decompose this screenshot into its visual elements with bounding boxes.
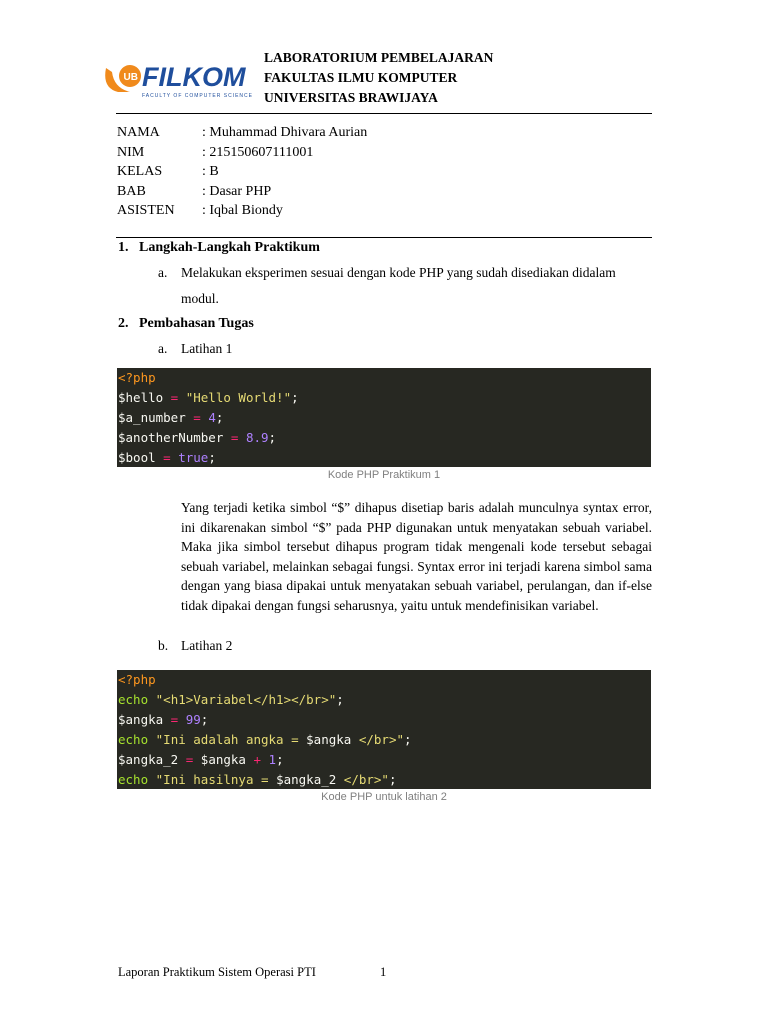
section-title: Langkah-Langkah Praktikum bbox=[139, 240, 320, 255]
code-token: echo bbox=[118, 732, 149, 747]
identity-value: : Dasar PHP bbox=[202, 183, 272, 199]
code-token bbox=[148, 692, 156, 707]
section-1-item-a bbox=[0, 260, 768, 312]
code-token: = bbox=[178, 752, 201, 767]
code-token: $angka bbox=[306, 732, 352, 747]
section-number: 2. bbox=[118, 316, 129, 331]
code-token: <?php bbox=[118, 672, 156, 687]
code-line bbox=[117, 448, 651, 468]
code-token: </br>" bbox=[351, 732, 404, 747]
identity-row-nim bbox=[117, 143, 367, 163]
section-1-heading bbox=[118, 240, 320, 256]
code-line bbox=[117, 690, 651, 710]
code-line bbox=[117, 428, 651, 448]
code-token: echo bbox=[118, 692, 149, 707]
code-token: "Hello World!" bbox=[185, 390, 292, 405]
section-title: Pembahasan Tugas bbox=[139, 316, 254, 331]
item-text: Melakukan eksperimen sesuai dengan kode PHP yang sudah disediakan didalam modul. bbox=[181, 265, 616, 306]
code-token: ; bbox=[200, 712, 209, 727]
code-token: 1 bbox=[268, 752, 277, 767]
lab-heading bbox=[264, 48, 493, 108]
identity-value: : 215150607111001 bbox=[202, 144, 314, 160]
identity-row-bab bbox=[117, 182, 367, 202]
code-token: true bbox=[178, 450, 209, 465]
code-token bbox=[148, 732, 156, 747]
code-token: $hello bbox=[118, 390, 164, 405]
identity-row-nama bbox=[117, 123, 367, 143]
code-token: + bbox=[245, 752, 269, 767]
identity-value: : Muhammad Dhivara Aurian bbox=[202, 125, 368, 140]
identity-divider bbox=[116, 237, 652, 238]
identity-label: NAMA bbox=[117, 125, 160, 140]
code-token: <?php bbox=[118, 370, 156, 385]
code-token: $a_number bbox=[118, 410, 186, 425]
code-token: "Ini adalah angka = bbox=[155, 732, 307, 747]
code-caption-1: Kode PHP Praktikum 1 bbox=[327, 469, 441, 481]
code-token: ; bbox=[404, 732, 412, 747]
item-letter: b. bbox=[158, 638, 169, 653]
section-2-item-b bbox=[0, 633, 768, 659]
code-token: "<h1>Variabel</h1></br>" bbox=[155, 692, 337, 707]
section-2-heading bbox=[118, 316, 254, 332]
code-line bbox=[117, 408, 651, 428]
identity-value: : Iqbal Biondy bbox=[202, 203, 283, 218]
code-line bbox=[117, 388, 651, 408]
code-token: echo bbox=[118, 772, 149, 787]
header-divider bbox=[116, 113, 652, 114]
code-token: = bbox=[185, 410, 209, 425]
code-token: </br>" bbox=[336, 772, 389, 787]
logo-wordmark: FILKOM bbox=[142, 62, 246, 92]
code-block-latihan-2 bbox=[117, 670, 651, 789]
code-token bbox=[148, 772, 156, 787]
code-token: 8.9 bbox=[245, 430, 269, 445]
code-token: 99 bbox=[185, 712, 201, 727]
identity-label: BAB bbox=[117, 183, 146, 199]
logo-tagline: FACULTY OF COMPUTER SCIENCE bbox=[142, 93, 253, 99]
student-identity bbox=[117, 123, 367, 221]
identity-row-asisten bbox=[117, 201, 367, 221]
page-number: 1 bbox=[380, 965, 387, 979]
code-token: $anotherNumber bbox=[118, 430, 224, 445]
code-token: ; bbox=[215, 410, 224, 425]
identity-label: KELAS bbox=[117, 164, 163, 179]
item-text: Latihan 1 bbox=[181, 341, 233, 356]
identity-label: NIM bbox=[117, 144, 145, 160]
filkom-logo bbox=[100, 58, 258, 100]
code-token: = bbox=[155, 450, 179, 465]
code-token: $angka bbox=[118, 712, 164, 727]
code-token: = bbox=[163, 712, 186, 727]
code-token: "Ini hasilnya = bbox=[155, 772, 277, 787]
code-token: ; bbox=[208, 450, 216, 465]
code-line bbox=[117, 670, 651, 690]
section-2-item-a bbox=[0, 336, 768, 362]
code-token: ; bbox=[276, 752, 284, 767]
code-line bbox=[117, 730, 651, 750]
code-token: ; bbox=[291, 390, 299, 405]
code-token: ; bbox=[388, 772, 397, 787]
code-token: = bbox=[223, 430, 246, 445]
filkom-logo-graphic bbox=[100, 58, 258, 100]
identity-label: ASISTEN bbox=[117, 203, 175, 218]
item-text: Latihan 2 bbox=[181, 638, 233, 653]
section-number: 1. bbox=[118, 240, 129, 255]
code-token: ; bbox=[336, 692, 344, 707]
code-line bbox=[117, 368, 651, 388]
code-line bbox=[117, 750, 651, 770]
code-token: = bbox=[163, 390, 186, 405]
lab-heading-line-3: UNIVERSITAS BRAWIJAYA bbox=[264, 90, 438, 105]
lab-heading-line-1: LABORATORIUM PEMBELAJARAN bbox=[264, 50, 494, 65]
explanation-paragraph: Yang terjadi ketika simbol “$” dihapus disetiap baris adalah munculnya syntax error, ini dikarenakan simbol “$” pada PHP digunakan untuk menyatakan sebuah variabel. Maka jika simbol tersebut dihapus program tidak mengenali kode tersebut sebagai sebuah variabel, melainkan sebagai fungsi. Syntax error ini terjadi karena simbol sama dengan yang biasa dipakai untuk menyatakan sebuah variabel, perulangan, dan if-else tidak dipakai dengan fungsi seharusnya, yaitu untuk mendefinisikan variabel. bbox=[181, 500, 652, 613]
code-token: $angka_2 bbox=[118, 752, 179, 767]
item-letter: a. bbox=[158, 265, 168, 280]
page-footer: Laporan Praktikum Sistem Operasi PTI bbox=[118, 965, 316, 979]
item-letter: a. bbox=[158, 341, 168, 356]
code-token: $angka bbox=[200, 752, 246, 767]
code-token: ; bbox=[268, 430, 277, 445]
code-token: $bool bbox=[118, 450, 156, 465]
logo-badge: UB bbox=[123, 72, 138, 83]
code-block-latihan-1 bbox=[117, 368, 651, 467]
lab-heading-line-2: FAKULTAS ILMU KOMPUTER bbox=[264, 70, 458, 85]
code-caption-2: Kode PHP untuk latihan 2 bbox=[321, 791, 447, 803]
code-token: $angka_2 bbox=[276, 772, 337, 787]
code-token: 4 bbox=[208, 410, 216, 425]
code-line bbox=[117, 710, 651, 730]
identity-value: : B bbox=[202, 164, 219, 179]
identity-row-kelas bbox=[117, 162, 367, 182]
code-line bbox=[117, 770, 651, 790]
